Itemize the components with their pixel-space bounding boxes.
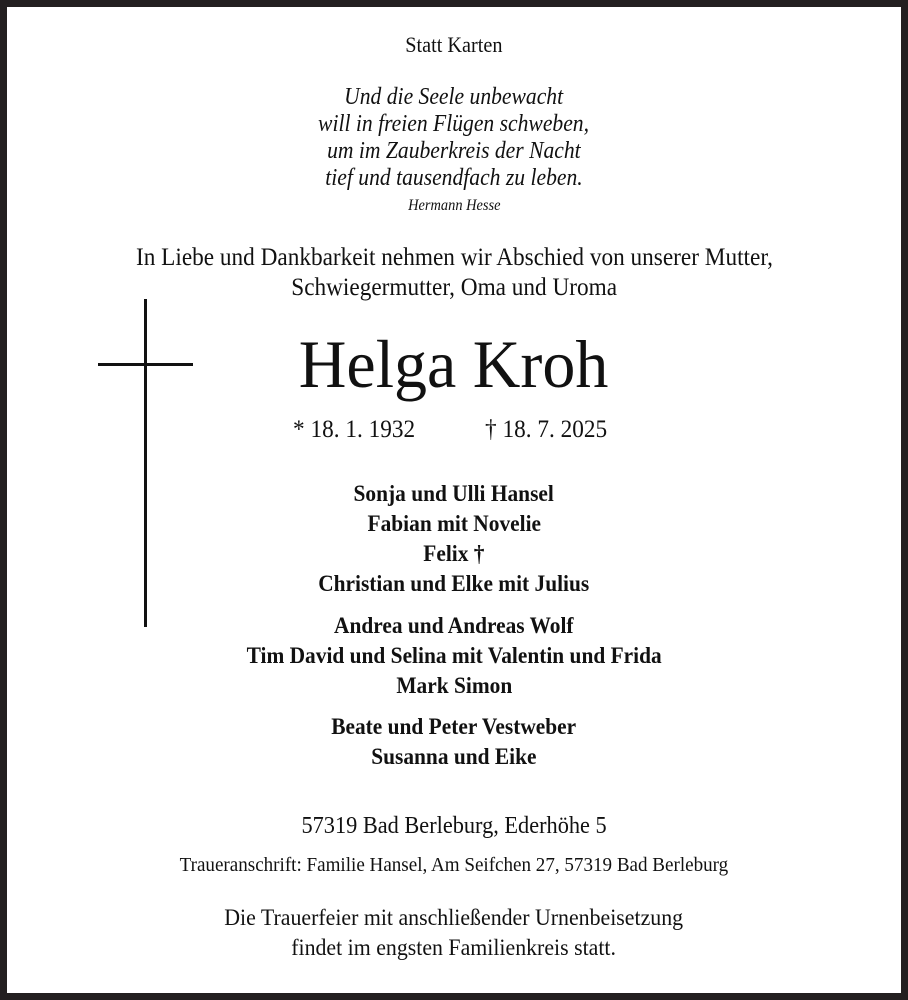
- birth-date: * 18. 1. 1932: [293, 416, 416, 443]
- intro-line: [0, 245, 908, 270]
- address: 57319 Bad Berleburg, Ederhöhe 5: [301, 813, 607, 839]
- condolence-address: Traueranschrift: Familie Hansel, Am Seifchen 27, 57319 Bad Berleburg: [179, 854, 729, 876]
- mourner-name: Christian und Elke mit Julius: [318, 571, 590, 596]
- mourner-name: Andrea und Andreas Wolf: [334, 613, 574, 638]
- mourner-line: [0, 572, 908, 595]
- poem-line: [0, 166, 908, 190]
- mourner-line: [0, 542, 908, 565]
- mourner-line: [0, 512, 908, 535]
- closing-line: [0, 907, 908, 931]
- death-date: † 18. 7. 2025: [485, 416, 608, 443]
- mourner-line: [0, 644, 908, 667]
- mourner-name: Sonja und Ulli Hansel: [353, 481, 555, 506]
- closing-text: Die Trauerfeier mit anschließender Urnenbeisetzung: [224, 905, 684, 931]
- poem-line: [0, 85, 908, 109]
- poem-line: [0, 139, 908, 163]
- mourner-line: [0, 674, 908, 697]
- deceased-name-line: [0, 326, 908, 402]
- poem-author: Hermann Hesse: [407, 197, 501, 214]
- intro-line: [0, 275, 908, 300]
- mourner-line: [0, 614, 908, 637]
- intro-text: Schwiegermutter, Oma und Uroma: [291, 274, 617, 301]
- mourner-name: Felix †: [423, 541, 485, 566]
- poem-line: [0, 112, 908, 136]
- mourner-name: Susanna und Eike: [371, 744, 537, 769]
- closing-line: [0, 937, 908, 961]
- poem-line-text: um im Zauberkreis der Nacht: [327, 138, 581, 164]
- mourner-line: [0, 745, 908, 768]
- mourner-name: Beate und Peter Vestweber: [331, 714, 577, 739]
- address-line: [0, 814, 908, 838]
- mourner-name: Mark Simon: [396, 673, 512, 698]
- intro-text: In Liebe und Dankbarkeit nehmen wir Abschied von unserer Mutter,: [135, 244, 773, 271]
- condolence-address-line: [0, 855, 908, 876]
- poem-line-text: tief und tausendfach zu leben.: [325, 165, 583, 191]
- deceased-name: Helga Kroh: [299, 326, 609, 402]
- closing-text: findet im engsten Familienkreis statt.: [291, 935, 617, 961]
- poem-line-text: Und die Seele unbewacht: [344, 84, 564, 110]
- heading: Statt Karten: [405, 32, 503, 57]
- heading-line: [0, 34, 908, 56]
- mourner-name: Tim David und Selina mit Valentin und Frida: [246, 643, 662, 668]
- mourner-line: [0, 715, 908, 738]
- mourner-line: [0, 482, 908, 505]
- mourner-name: Fabian mit Novelie: [367, 511, 541, 536]
- poem-author-line: [0, 198, 908, 214]
- poem-line-text: will in freien Flügen schweben,: [318, 111, 590, 137]
